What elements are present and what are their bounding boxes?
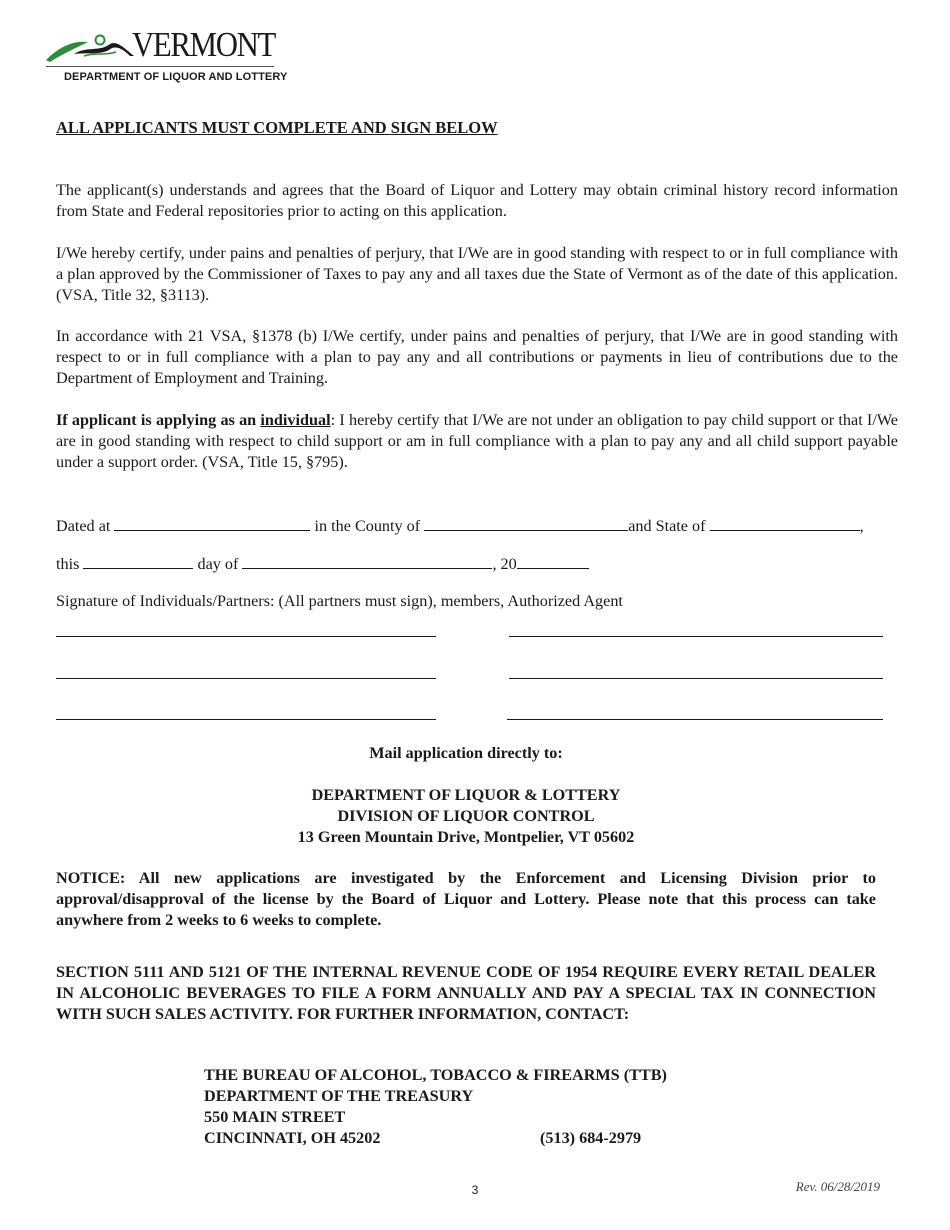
child-support-paragraph	[56, 410, 898, 473]
mail-lead: Mail application directly to:	[369, 744, 563, 762]
mail-address-block	[0, 785, 932, 848]
month-field[interactable]	[242, 554, 492, 569]
date-row	[56, 554, 589, 574]
mail-line-2: DIVISION OF LIQUOR CONTROL	[337, 807, 595, 825]
dated-at-field[interactable]	[114, 516, 310, 531]
tax-certification-paragraph: I/We hereby certify, under pains and penalties of perjury, that I/We are in good standing with respect to or in full compliance with a plan approved by the Commissioner of Taxes to pay any and all taxes due the State of Vermont as of the date of this application. (VSA, Title 32, §3113).	[56, 244, 898, 304]
mail-line-3: 13 Green Mountain Drive, Montpelier, VT 05602	[297, 828, 635, 846]
signature-line-left-1[interactable]	[56, 636, 436, 637]
ttb-phone: (513) 684-2979	[540, 1129, 642, 1147]
ttb-line-4	[204, 1128, 667, 1149]
employment-certification-paragraph: In accordance with 21 VSA, §1378 (b) I/We certify, under pains and penalties of perjury, that I/We are in good standing with respect to or in full compliance with a plan to pay any and all contributions or payments in lieu of contributions due to the Department of Employment and Training.	[56, 327, 898, 387]
county-label: in the County of	[314, 517, 421, 535]
signature-line-left-3[interactable]	[56, 719, 436, 720]
page-heading: ALL APPLICANTS MUST COMPLETE AND SIGN BELOW	[56, 118, 498, 137]
ttb-line-1: THE BUREAU OF ALCOHOL, TOBACCO & FIREARMS (TTB)	[204, 1066, 667, 1084]
dated-at-label: Dated at	[56, 517, 111, 535]
individual-underlined-text: individual	[260, 411, 331, 429]
year-prefix-label: , 20	[492, 555, 517, 573]
page-number: 3	[471, 1183, 479, 1197]
mail-line-1: DEPARTMENT OF LIQUOR & LOTTERY	[311, 786, 621, 804]
revision-date: Rev. 06/28/2019	[795, 1179, 880, 1194]
criminal-history-paragraph: The applicant(s) understands and agrees that the Board of Liquor and Lottery may obtain criminal history record information from State and Federal repositories prior to acting on this application.	[56, 181, 898, 220]
signature-line-right-2[interactable]	[509, 678, 883, 679]
year-field[interactable]	[517, 554, 589, 569]
signature-label: Signature of Individuals/Partners: (All partners must sign), members, Authorized Agent	[56, 592, 623, 610]
individual-lead-text: If applicant is applying as an	[56, 411, 261, 429]
logo-divider	[46, 66, 274, 67]
state-comma: ,	[859, 517, 864, 535]
dated-at-row	[56, 516, 864, 536]
ttb-city: CINCINNATI, OH 45202	[204, 1129, 381, 1147]
vermont-logo-mountain-icon	[44, 30, 136, 66]
county-field[interactable]	[424, 516, 628, 531]
signature-line-left-2[interactable]	[56, 678, 436, 679]
child-support-text: : I hereby certify that I/We are not under an obligation to pay child support or that I/We are in good standing with respect to child support or am in full compliance with a plan to pay any and all child support payable under a support order. (VSA, Title 15, §795).	[56, 411, 898, 471]
this-label: this	[56, 555, 80, 573]
ttb-line-3: 550 MAIN STREET	[204, 1108, 346, 1126]
logo-wordmark: VERMONT	[132, 25, 276, 64]
irs-section-paragraph: SECTION 5111 AND 5121 OF THE INTERNAL REVENUE CODE OF 1954 REQUIRE EVERY RETAIL DEALER IN ALCOHOLIC BEVERAGES TO FILE A FORM ANNUALLY AND PAY A SPECIAL TAX IN CONNECTION WITH SUCH SALES ACTIVITY. FOR FURTHER INFORMATION, CONTACT:	[56, 963, 876, 1023]
logo-department-name: DEPARTMENT OF LIQUOR AND LOTTERY	[64, 71, 288, 83]
state-field[interactable]	[710, 516, 860, 531]
signature-line-right-3[interactable]	[507, 719, 883, 720]
ttb-address-block	[204, 1065, 667, 1149]
notice-paragraph: NOTICE: All new applications are investigated by the Enforcement and Licensing Division prior to approval/disapproval of the license by the Board of Liquor and Lottery. Please note that this process can take anywhere from 2 weeks to 6 weeks to complete.	[56, 869, 876, 929]
ttb-line-2: DEPARTMENT OF THE TREASURY	[204, 1087, 474, 1105]
state-label: and State of	[628, 517, 706, 535]
day-of-label: day of	[197, 555, 239, 573]
signature-line-right-1[interactable]	[509, 636, 883, 637]
day-field[interactable]	[83, 554, 193, 569]
